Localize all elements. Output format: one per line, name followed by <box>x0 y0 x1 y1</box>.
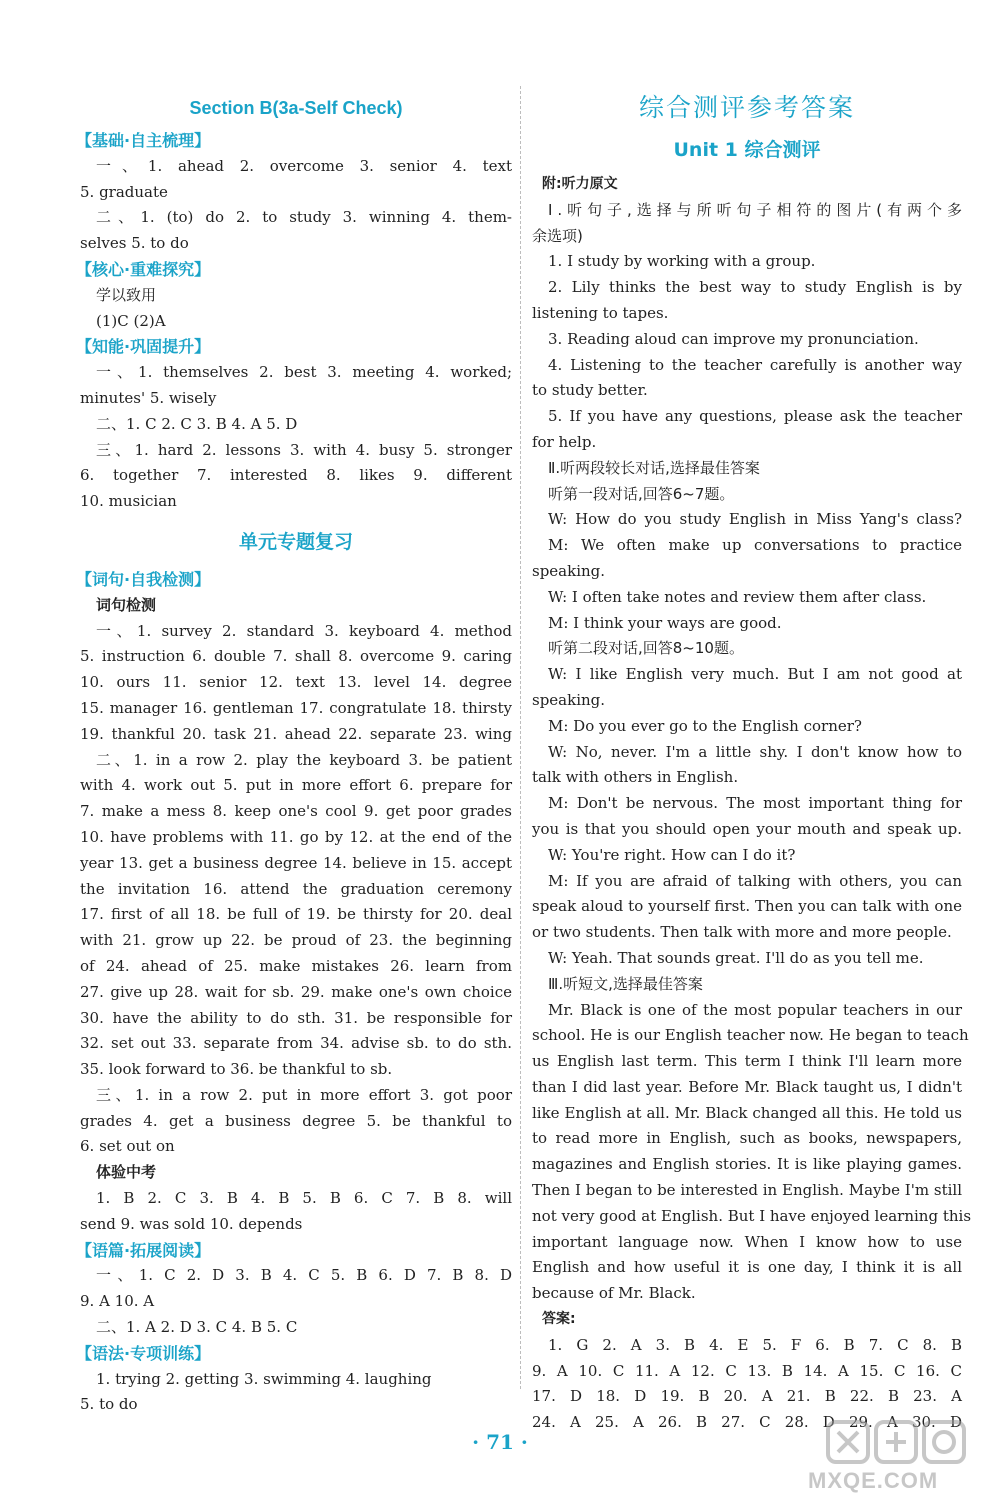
answer-line: 5. instruction 6. double 7. shall 8. overcome 9. caring <box>80 647 512 666</box>
answer-key-line: 17. D 18. D 19. B 20. A 21. B 22. B 23. A <box>532 1387 962 1406</box>
listening-line: talk with others in English. <box>532 768 739 787</box>
listening-line: us English last term. This term I think I'll learn more <box>532 1052 962 1071</box>
answer-line: with 21. grow up 22. be proud of 23. the beginning <box>80 931 512 950</box>
listening-line: speaking. <box>532 561 606 580</box>
listening-line: Then I began to be interested in English. Maybe I'm still <box>532 1181 962 1200</box>
answer-line: 学以致用 <box>96 285 157 304</box>
answer-line: 二、1. A 2. D 3. C 4. B 5. C <box>96 1318 298 1337</box>
listening-line: M: We often make up conversations to practice <box>548 536 962 555</box>
right-column <box>532 88 972 1436</box>
listening-line: M: Do you ever go to the English corner? <box>548 716 862 735</box>
answer-key-line: 24. A 25. A 26. B 27. C 28. D 29. A 30. D <box>532 1413 962 1432</box>
listening-line: listening to tapes. <box>532 303 669 322</box>
left-column <box>76 88 512 1418</box>
listening-line: Mr. Black is one of the most popular teachers in our <box>548 1000 962 1019</box>
answer-line: 二、1. C 2. C 3. B 4. A 5. D <box>96 414 298 433</box>
answer-line: 1. B 2. C 3. B 4. B 5. B 6. C 7. B 8. will <box>96 1189 512 1208</box>
listening-line: you is that you should open your mouth and speak up. <box>532 819 962 838</box>
appendix-label: 附:听力原文 <box>542 176 618 192</box>
answer-line: 32. set out 33. separate from 34. advise sb. to do sth. <box>80 1034 512 1053</box>
listening-line: English and how useful it is one day, I think it is all <box>532 1258 962 1277</box>
answer-line: send 9. was sold 10. depends <box>80 1214 303 1233</box>
listening-line: Ⅰ.听句子,选择与所听句子相符的图片(有两个多 <box>548 200 962 219</box>
answer-line: (1)C (2)A <box>96 311 166 330</box>
answer-line: 10. musician <box>80 492 177 511</box>
section-title: Section B(3a-Self Check) <box>189 98 403 118</box>
answer-line: 17. first of all 18. be full of 19. be thirsty for 20. deal <box>80 905 512 924</box>
answer-line: 5. to do <box>80 1395 138 1414</box>
listening-line: not very good at English. But I have enjoyed learning this <box>532 1206 972 1225</box>
answer-line: 二、1. in a row 2. play the keyboard 3. be patient <box>96 750 512 769</box>
listening-line: like English at all. Mr. Black changed all this. He told us <box>532 1103 962 1122</box>
answer-line: selves 5. to do <box>80 234 189 253</box>
answer-line: 6. set out on <box>80 1137 175 1156</box>
answer-line: 一、1. ahead 2. overcome 3. senior 4. text <box>96 156 512 175</box>
answer-line: 7. make a mess 8. keep one's cool 9. get poor grades <box>80 802 512 821</box>
heading-reading: 【语篇·拓展阅读】 <box>76 1240 211 1260</box>
listening-line: for help. <box>532 432 597 451</box>
listening-line: W: I often take notes and review them after class. <box>548 587 927 606</box>
listening-line: to read more in English, such as books, newspapers, <box>532 1129 962 1148</box>
watermark <box>800 1418 990 1500</box>
answer-line: year 13. get a business degree 14. believe in 15. accept <box>80 853 512 872</box>
listening-line: W: I like English very much. But I am not good at <box>548 665 962 684</box>
listening-line: Ⅱ.听两段较长对话,选择最佳答案 <box>548 458 760 477</box>
column-divider <box>520 86 521 1389</box>
heading-ability: 【知能·巩固提升】 <box>76 337 211 357</box>
answer-line: 35. look forward to 36. be thankful to sb. <box>80 1060 393 1079</box>
answer-line: 1. trying 2. getting 3. swimming 4. laughing <box>96 1369 432 1388</box>
listening-line: or two students. Then talk with more and more people. <box>532 923 952 942</box>
answer-line: 30. have the ability to do sth. 31. be responsible for <box>80 1008 512 1027</box>
watermark-logo-icon <box>826 1418 966 1466</box>
listening-line: to study better. <box>532 381 648 400</box>
answer-line: 三、1. hard 2. lessons 3. with 4. busy 5. stronger <box>96 440 512 459</box>
answer-line: 27. give up 28. wait for sb. 29. make one's own choice <box>80 982 512 1001</box>
listening-line: M: If you are afraid of talking with others, you can <box>548 871 962 890</box>
listening-line: W: You're right. How can I do it? <box>548 845 796 864</box>
answer-line: minutes' 5. wisely <box>80 388 217 407</box>
heading-grammar: 【语法·专项训练】 <box>76 1343 211 1363</box>
listening-line: 听第一段对话,回答6~7题。 <box>548 484 735 503</box>
listening-line: 4. Listening to the teacher carefully is another way <box>548 355 962 374</box>
unit-title: Unit 1 综合测评 <box>673 139 821 161</box>
listening-line: because of Mr. Black. <box>532 1284 696 1303</box>
answer-line: 6. together 7. interested 8. likes 9. different <box>80 466 512 485</box>
answer-line: 一、1. survey 2. standard 3. keyboard 4. method <box>96 621 512 640</box>
listening-line: important language now. When I know how to use <box>532 1232 962 1251</box>
subheading-exam: 体验中考 <box>96 1163 157 1182</box>
heading-words: 【词句·自我检测】 <box>76 569 211 589</box>
listening-line: 1. I study by working with a group. <box>548 252 816 271</box>
answer-line: grades 4. get a business degree 5. be thankful to <box>80 1111 512 1130</box>
answers-label: 答案: <box>542 1311 576 1328</box>
answer-line: 19. thankful 20. task 21. ahead 22. separate 23. wing <box>80 724 512 743</box>
listening-line: 5. If you have any questions, please ask the teacher <box>548 407 962 426</box>
answer-line: 10. have problems with 11. go by 12. at the end of the <box>80 827 512 846</box>
page-number: · 71 · <box>472 1430 528 1454</box>
review-title: 单元专题复习 <box>238 531 353 553</box>
listening-line: speak aloud to yourself first. Then you can talk with one <box>532 897 962 916</box>
answer-line: of 24. ahead of 25. make mistakes 26. learn from <box>80 956 512 975</box>
listening-line: 2. Lily thinks the best way to study English is by <box>548 278 962 297</box>
subheading-word-check: 词句检测 <box>96 595 157 614</box>
answer-line: 一、1. themselves 2. best 3. meeting 4. worked; <box>96 363 512 382</box>
listening-line: than I did last year. Before Mr. Black taught us, I didn't <box>532 1077 962 1096</box>
answer-line: 9. A 10. A <box>80 1292 155 1311</box>
answer-line: 三、1. in a row 2. put in more effort 3. got poor <box>96 1085 512 1104</box>
listening-line: Ⅲ.听短文,选择最佳答案 <box>548 974 703 993</box>
watermark-text: MXQE.COM <box>808 1468 939 1493</box>
heading-basic: 【基础·自主梳理】 <box>76 131 211 150</box>
heading-core: 【核心·重难探究】 <box>76 259 211 279</box>
listening-line: school. He is our English teacher now. He began to teach <box>532 1026 969 1045</box>
answer-line: the invitation 16. attend the graduation ceremony <box>80 879 512 898</box>
listening-line: 余选项) <box>532 226 583 245</box>
listening-line: M: Don't be nervous. The most important thing for <box>548 794 962 813</box>
answer-line: 二、1. (to) do 2. to study 3. winning 4. them- <box>96 208 512 227</box>
answer-key-line: 1. G 2. A 3. B 4. E 5. F 6. B 7. C 8. B <box>548 1335 962 1354</box>
listening-line: magazines and English stories. It is like playing games. <box>532 1155 962 1174</box>
answer-line: with 4. work out 5. put in more effort 6. prepare for <box>80 776 512 795</box>
answer-line: 5. graduate <box>80 182 168 201</box>
answer-key-line: 9. A 10. C 11. A 12. C 13. B 14. A 15. C 16. C <box>532 1361 962 1380</box>
answer-line: 一、1. C 2. D 3. B 4. C 5. B 6. D 7. B 8. D <box>96 1266 512 1285</box>
listening-line: M: I think your ways are good. <box>548 613 782 632</box>
listening-line: W: How do you study English in Miss Yang's class? <box>548 510 962 529</box>
listening-line: speaking. <box>532 690 606 709</box>
listening-line: 3. Reading aloud can improve my pronunciation. <box>548 329 919 348</box>
listening-line: 听第二段对话,回答8~10题。 <box>548 639 744 658</box>
answer-line: 15. manager 16. gentleman 17. congratulate 18. thirsty <box>80 698 512 717</box>
listening-line: W: No, never. I'm a little shy. I don't know how to <box>548 742 962 761</box>
answers-title: 综合测评参考答案 <box>638 93 855 122</box>
answer-line: 10. ours 11. senior 12. text 13. level 14. degree <box>80 673 512 692</box>
listening-line: W: Yeah. That sounds great. I'll do as you tell me. <box>548 948 924 967</box>
